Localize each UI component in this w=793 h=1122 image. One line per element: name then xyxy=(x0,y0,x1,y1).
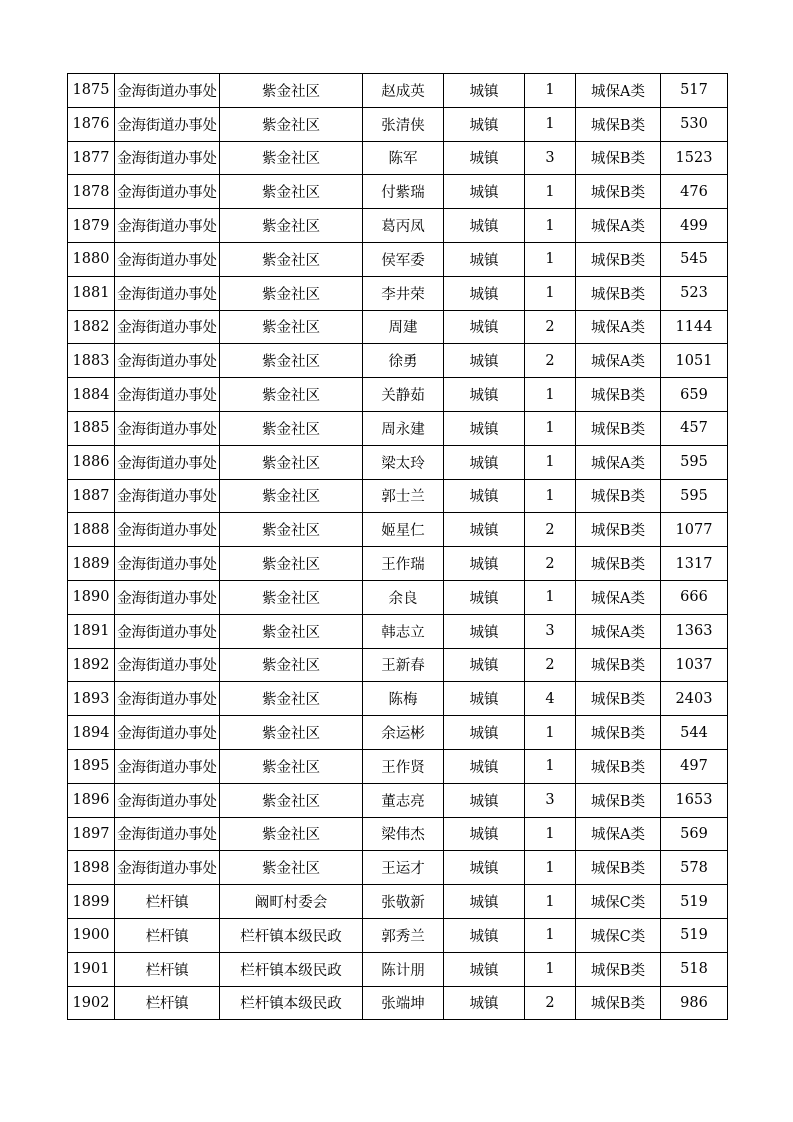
cell-community: 紫金社区 xyxy=(220,344,363,378)
cell-amount: 544 xyxy=(661,716,728,750)
cell-community: 紫金社区 xyxy=(220,580,363,614)
cell-name: 郭秀兰 xyxy=(363,918,444,952)
cell-community: 紫金社区 xyxy=(220,851,363,885)
table-row xyxy=(68,74,728,108)
cell-street-office: 栏杆镇 xyxy=(115,986,220,1020)
table-row xyxy=(68,547,728,581)
cell-amount: 523 xyxy=(661,276,728,310)
cell-street-office: 金海街道办事处 xyxy=(115,411,220,445)
cell-serial-number: 1892 xyxy=(68,648,115,682)
cell-name: 付紫瑞 xyxy=(363,175,444,209)
cell-category: 城保B类 xyxy=(576,276,661,310)
cell-area-type: 城镇 xyxy=(444,952,525,986)
cell-name: 余良 xyxy=(363,580,444,614)
cell-street-office: 金海街道办事处 xyxy=(115,242,220,276)
table-row xyxy=(68,851,728,885)
cell-area-type: 城镇 xyxy=(444,648,525,682)
table-row xyxy=(68,344,728,378)
cell-name: 王新春 xyxy=(363,648,444,682)
cell-amount: 595 xyxy=(661,445,728,479)
cell-street-office: 金海街道办事处 xyxy=(115,682,220,716)
cell-household-count: 1 xyxy=(525,479,576,513)
table-row xyxy=(68,141,728,175)
cell-category: 城保B类 xyxy=(576,952,661,986)
cell-amount: 1077 xyxy=(661,513,728,547)
cell-household-count: 2 xyxy=(525,648,576,682)
table-row xyxy=(68,580,728,614)
cell-category: 城保B类 xyxy=(576,682,661,716)
cell-area-type: 城镇 xyxy=(444,749,525,783)
cell-street-office: 金海街道办事处 xyxy=(115,175,220,209)
cell-amount: 545 xyxy=(661,242,728,276)
beneficiary-table xyxy=(67,73,728,1020)
cell-street-office: 金海街道办事处 xyxy=(115,648,220,682)
cell-name: 王作贤 xyxy=(363,749,444,783)
cell-street-office: 金海街道办事处 xyxy=(115,580,220,614)
cell-area-type: 城镇 xyxy=(444,851,525,885)
cell-name: 葛丙凤 xyxy=(363,209,444,243)
cell-name: 张清侠 xyxy=(363,107,444,141)
cell-street-office: 金海街道办事处 xyxy=(115,74,220,108)
cell-street-office: 栏杆镇 xyxy=(115,952,220,986)
cell-household-count: 1 xyxy=(525,885,576,919)
cell-category: 城保C类 xyxy=(576,918,661,952)
cell-street-office: 金海街道办事处 xyxy=(115,378,220,412)
cell-area-type: 城镇 xyxy=(444,141,525,175)
cell-community: 紫金社区 xyxy=(220,141,363,175)
cell-amount: 517 xyxy=(661,74,728,108)
cell-community: 紫金社区 xyxy=(220,479,363,513)
cell-household-count: 1 xyxy=(525,716,576,750)
cell-street-office: 金海街道办事处 xyxy=(115,614,220,648)
cell-name: 徐勇 xyxy=(363,344,444,378)
cell-amount: 499 xyxy=(661,209,728,243)
cell-street-office: 金海街道办事处 xyxy=(115,716,220,750)
cell-area-type: 城镇 xyxy=(444,817,525,851)
cell-category: 城保A类 xyxy=(576,310,661,344)
cell-street-office: 金海街道办事处 xyxy=(115,141,220,175)
cell-community: 紫金社区 xyxy=(220,209,363,243)
cell-category: 城保B类 xyxy=(576,242,661,276)
cell-street-office: 金海街道办事处 xyxy=(115,445,220,479)
table-body xyxy=(68,74,728,1020)
cell-category: 城保A类 xyxy=(576,817,661,851)
cell-street-office: 栏杆镇 xyxy=(115,885,220,919)
cell-community: 紫金社区 xyxy=(220,276,363,310)
cell-category: 城保A类 xyxy=(576,614,661,648)
table-row xyxy=(68,209,728,243)
cell-category: 城保A类 xyxy=(576,445,661,479)
cell-community: 紫金社区 xyxy=(220,107,363,141)
cell-name: 陈梅 xyxy=(363,682,444,716)
table-row xyxy=(68,310,728,344)
cell-community: 栏杆镇本级民政 xyxy=(220,986,363,1020)
cell-category: 城保B类 xyxy=(576,783,661,817)
cell-household-count: 2 xyxy=(525,344,576,378)
cell-name: 侯军委 xyxy=(363,242,444,276)
cell-amount: 1144 xyxy=(661,310,728,344)
cell-amount: 518 xyxy=(661,952,728,986)
cell-area-type: 城镇 xyxy=(444,242,525,276)
cell-name: 梁伟杰 xyxy=(363,817,444,851)
cell-serial-number: 1883 xyxy=(68,344,115,378)
table-row xyxy=(68,952,728,986)
cell-area-type: 城镇 xyxy=(444,614,525,648)
table-row xyxy=(68,885,728,919)
cell-household-count: 1 xyxy=(525,378,576,412)
cell-serial-number: 1880 xyxy=(68,242,115,276)
cell-category: 城保B类 xyxy=(576,378,661,412)
cell-household-count: 1 xyxy=(525,918,576,952)
cell-name: 韩志立 xyxy=(363,614,444,648)
cell-category: 城保B类 xyxy=(576,648,661,682)
cell-name: 王运才 xyxy=(363,851,444,885)
cell-household-count: 1 xyxy=(525,209,576,243)
cell-name: 郭士兰 xyxy=(363,479,444,513)
cell-area-type: 城镇 xyxy=(444,986,525,1020)
cell-household-count: 3 xyxy=(525,141,576,175)
cell-street-office: 金海街道办事处 xyxy=(115,749,220,783)
cell-serial-number: 1899 xyxy=(68,885,115,919)
cell-community: 栏杆镇本级民政 xyxy=(220,952,363,986)
cell-category: 城保B类 xyxy=(576,479,661,513)
cell-amount: 1037 xyxy=(661,648,728,682)
cell-household-count: 1 xyxy=(525,242,576,276)
table-row xyxy=(68,716,728,750)
cell-category: 城保B类 xyxy=(576,141,661,175)
cell-community: 紫金社区 xyxy=(220,378,363,412)
cell-category: 城保A类 xyxy=(576,580,661,614)
table-row xyxy=(68,276,728,310)
table-row xyxy=(68,817,728,851)
cell-name: 梁太玲 xyxy=(363,445,444,479)
cell-household-count: 3 xyxy=(525,614,576,648)
cell-area-type: 城镇 xyxy=(444,378,525,412)
cell-category: 城保B类 xyxy=(576,716,661,750)
cell-household-count: 1 xyxy=(525,74,576,108)
cell-community: 阚町村委会 xyxy=(220,885,363,919)
cell-amount: 519 xyxy=(661,918,728,952)
cell-community: 紫金社区 xyxy=(220,682,363,716)
cell-serial-number: 1893 xyxy=(68,682,115,716)
table-row xyxy=(68,445,728,479)
cell-household-count: 1 xyxy=(525,749,576,783)
cell-household-count: 2 xyxy=(525,513,576,547)
cell-amount: 659 xyxy=(661,378,728,412)
cell-amount: 1051 xyxy=(661,344,728,378)
cell-name: 关静茹 xyxy=(363,378,444,412)
cell-area-type: 城镇 xyxy=(444,344,525,378)
cell-area-type: 城镇 xyxy=(444,411,525,445)
cell-area-type: 城镇 xyxy=(444,885,525,919)
table-row xyxy=(68,411,728,445)
cell-serial-number: 1898 xyxy=(68,851,115,885)
table-row xyxy=(68,918,728,952)
cell-community: 紫金社区 xyxy=(220,74,363,108)
cell-street-office: 金海街道办事处 xyxy=(115,817,220,851)
cell-amount: 476 xyxy=(661,175,728,209)
cell-name: 张端坤 xyxy=(363,986,444,1020)
cell-amount: 666 xyxy=(661,580,728,614)
cell-amount: 1523 xyxy=(661,141,728,175)
cell-serial-number: 1888 xyxy=(68,513,115,547)
table-row xyxy=(68,986,728,1020)
cell-area-type: 城镇 xyxy=(444,74,525,108)
cell-serial-number: 1882 xyxy=(68,310,115,344)
cell-category: 城保B类 xyxy=(576,513,661,547)
table-row xyxy=(68,783,728,817)
cell-community: 紫金社区 xyxy=(220,547,363,581)
cell-household-count: 3 xyxy=(525,783,576,817)
table-row xyxy=(68,614,728,648)
table-row xyxy=(68,513,728,547)
cell-name: 王作瑞 xyxy=(363,547,444,581)
cell-area-type: 城镇 xyxy=(444,175,525,209)
table-row xyxy=(68,682,728,716)
cell-area-type: 城镇 xyxy=(444,547,525,581)
cell-serial-number: 1900 xyxy=(68,918,115,952)
cell-amount: 1317 xyxy=(661,547,728,581)
cell-amount: 569 xyxy=(661,817,728,851)
cell-serial-number: 1897 xyxy=(68,817,115,851)
cell-serial-number: 1894 xyxy=(68,716,115,750)
cell-street-office: 栏杆镇 xyxy=(115,918,220,952)
cell-area-type: 城镇 xyxy=(444,783,525,817)
cell-serial-number: 1878 xyxy=(68,175,115,209)
cell-community: 紫金社区 xyxy=(220,817,363,851)
table-row xyxy=(68,749,728,783)
cell-serial-number: 1885 xyxy=(68,411,115,445)
cell-serial-number: 1875 xyxy=(68,74,115,108)
cell-community: 紫金社区 xyxy=(220,242,363,276)
cell-area-type: 城镇 xyxy=(444,716,525,750)
cell-category: 城保A类 xyxy=(576,74,661,108)
cell-street-office: 金海街道办事处 xyxy=(115,513,220,547)
cell-area-type: 城镇 xyxy=(444,580,525,614)
cell-street-office: 金海街道办事处 xyxy=(115,344,220,378)
table-row xyxy=(68,107,728,141)
cell-area-type: 城镇 xyxy=(444,445,525,479)
cell-category: 城保B类 xyxy=(576,175,661,209)
cell-area-type: 城镇 xyxy=(444,107,525,141)
cell-category: 城保C类 xyxy=(576,885,661,919)
cell-community: 紫金社区 xyxy=(220,411,363,445)
cell-serial-number: 1895 xyxy=(68,749,115,783)
cell-household-count: 1 xyxy=(525,276,576,310)
cell-serial-number: 1876 xyxy=(68,107,115,141)
cell-street-office: 金海街道办事处 xyxy=(115,783,220,817)
cell-serial-number: 1889 xyxy=(68,547,115,581)
cell-name: 张敬新 xyxy=(363,885,444,919)
cell-household-count: 1 xyxy=(525,851,576,885)
cell-amount: 530 xyxy=(661,107,728,141)
cell-household-count: 1 xyxy=(525,175,576,209)
cell-amount: 595 xyxy=(661,479,728,513)
cell-street-office: 金海街道办事处 xyxy=(115,851,220,885)
cell-amount: 1653 xyxy=(661,783,728,817)
cell-area-type: 城镇 xyxy=(444,479,525,513)
cell-serial-number: 1902 xyxy=(68,986,115,1020)
cell-serial-number: 1877 xyxy=(68,141,115,175)
cell-household-count: 1 xyxy=(525,952,576,986)
cell-household-count: 4 xyxy=(525,682,576,716)
table-row xyxy=(68,479,728,513)
cell-category: 城保B类 xyxy=(576,851,661,885)
cell-name: 周永建 xyxy=(363,411,444,445)
cell-name: 赵成英 xyxy=(363,74,444,108)
cell-street-office: 金海街道办事处 xyxy=(115,547,220,581)
cell-amount: 519 xyxy=(661,885,728,919)
cell-category: 城保B类 xyxy=(576,107,661,141)
cell-area-type: 城镇 xyxy=(444,209,525,243)
table-row xyxy=(68,378,728,412)
cell-community: 紫金社区 xyxy=(220,749,363,783)
cell-community: 紫金社区 xyxy=(220,614,363,648)
cell-household-count: 1 xyxy=(525,411,576,445)
cell-area-type: 城镇 xyxy=(444,682,525,716)
cell-area-type: 城镇 xyxy=(444,918,525,952)
table-row xyxy=(68,175,728,209)
cell-serial-number: 1884 xyxy=(68,378,115,412)
cell-community: 紫金社区 xyxy=(220,648,363,682)
cell-community: 紫金社区 xyxy=(220,513,363,547)
cell-household-count: 1 xyxy=(525,107,576,141)
cell-household-count: 2 xyxy=(525,547,576,581)
cell-community: 栏杆镇本级民政 xyxy=(220,918,363,952)
cell-community: 紫金社区 xyxy=(220,175,363,209)
cell-category: 城保A类 xyxy=(576,344,661,378)
table-row xyxy=(68,242,728,276)
cell-amount: 2403 xyxy=(661,682,728,716)
cell-name: 董志亮 xyxy=(363,783,444,817)
table-row xyxy=(68,648,728,682)
cell-name: 李井荣 xyxy=(363,276,444,310)
cell-community: 紫金社区 xyxy=(220,783,363,817)
cell-category: 城保B类 xyxy=(576,547,661,581)
cell-category: 城保A类 xyxy=(576,209,661,243)
cell-serial-number: 1901 xyxy=(68,952,115,986)
cell-street-office: 金海街道办事处 xyxy=(115,209,220,243)
cell-area-type: 城镇 xyxy=(444,310,525,344)
cell-household-count: 1 xyxy=(525,445,576,479)
cell-street-office: 金海街道办事处 xyxy=(115,479,220,513)
cell-serial-number: 1887 xyxy=(68,479,115,513)
cell-amount: 578 xyxy=(661,851,728,885)
cell-household-count: 2 xyxy=(525,310,576,344)
cell-street-office: 金海街道办事处 xyxy=(115,107,220,141)
cell-street-office: 金海街道办事处 xyxy=(115,310,220,344)
cell-community: 紫金社区 xyxy=(220,310,363,344)
cell-serial-number: 1890 xyxy=(68,580,115,614)
cell-community: 紫金社区 xyxy=(220,716,363,750)
cell-household-count: 1 xyxy=(525,580,576,614)
cell-amount: 497 xyxy=(661,749,728,783)
cell-serial-number: 1886 xyxy=(68,445,115,479)
cell-serial-number: 1896 xyxy=(68,783,115,817)
cell-area-type: 城镇 xyxy=(444,513,525,547)
cell-name: 周建 xyxy=(363,310,444,344)
cell-serial-number: 1881 xyxy=(68,276,115,310)
cell-name: 陈计朋 xyxy=(363,952,444,986)
cell-category: 城保B类 xyxy=(576,411,661,445)
cell-category: 城保B类 xyxy=(576,749,661,783)
cell-name: 陈军 xyxy=(363,141,444,175)
cell-area-type: 城镇 xyxy=(444,276,525,310)
cell-street-office: 金海街道办事处 xyxy=(115,276,220,310)
cell-serial-number: 1891 xyxy=(68,614,115,648)
cell-amount: 1363 xyxy=(661,614,728,648)
cell-amount: 457 xyxy=(661,411,728,445)
cell-household-count: 2 xyxy=(525,986,576,1020)
cell-amount: 986 xyxy=(661,986,728,1020)
cell-serial-number: 1879 xyxy=(68,209,115,243)
cell-household-count: 1 xyxy=(525,817,576,851)
cell-name: 余运彬 xyxy=(363,716,444,750)
cell-community: 紫金社区 xyxy=(220,445,363,479)
cell-category: 城保B类 xyxy=(576,986,661,1020)
cell-name: 姬星仁 xyxy=(363,513,444,547)
